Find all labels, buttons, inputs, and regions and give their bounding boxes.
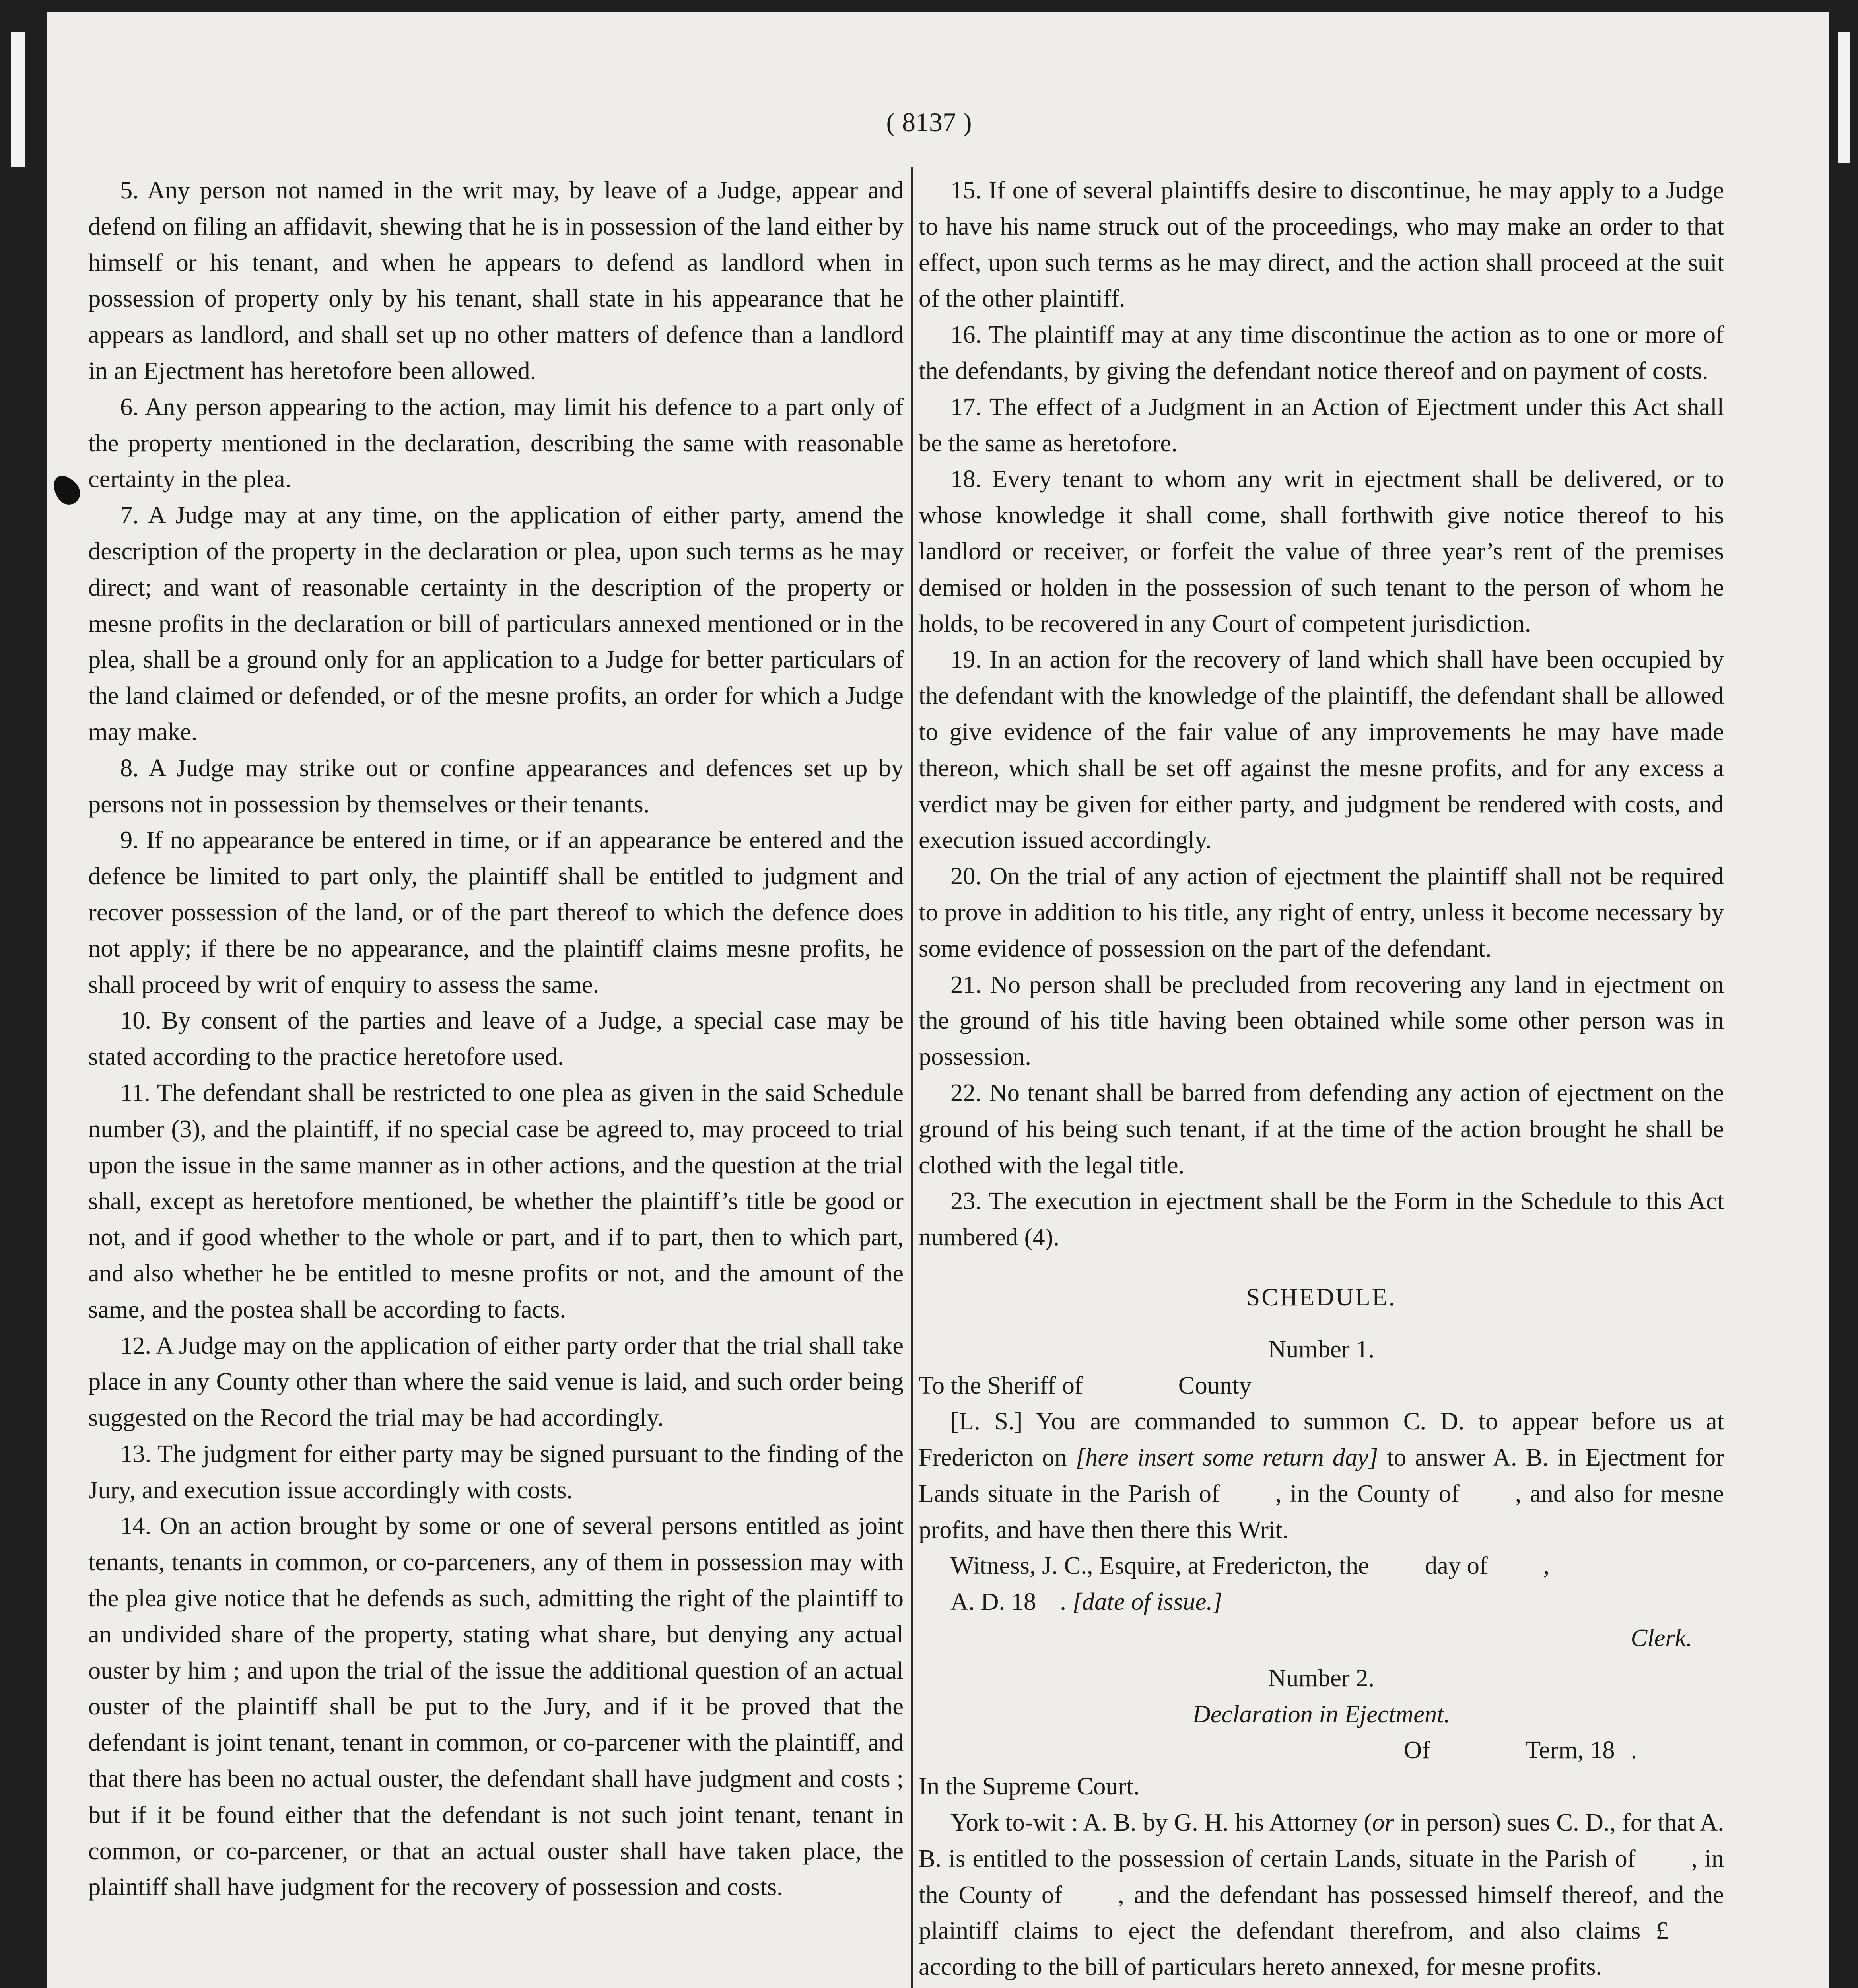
schedule-heading: SCHEDULE. — [1246, 1283, 1397, 1311]
section-7: 7. A Judge may at any time, on the application of either party, amend the description of the property in the declaration or plea, upon such terms as he may direct; and want of reasonable certainty in the description of the property or mesne profits in the declaration or bill of particulars annexed mentioned or in the plea, shall be a ground only for an application to a Judge for better particulars of the land claimed or defended, or of the mesne profits, an order for which a Judge may make. — [88, 501, 904, 746]
declaration-body-part-4: , and the defendant has possessed himself thereof, and the plaintiff claims to eject the defendant therefrom, and also claims £ — [919, 1880, 1724, 1945]
writ-addressee-county: County — [1178, 1371, 1252, 1399]
writ-date-year: A. D. 18 — [950, 1588, 1036, 1616]
declaration-body-part-1: York to-wit : A. B. by G. H. his Attorney ( — [950, 1808, 1372, 1837]
writ-witness-start: Witness, J. C., Esquire, at Fredericton, the — [950, 1551, 1369, 1580]
section-10: 10. By consent of the parties and leave of a Judge, a special case may be stated according to the practice heretofore used. — [88, 1006, 904, 1071]
left-column — [88, 172, 904, 1905]
plaintiff-attorney — [919, 1985, 1724, 1988]
right-column — [919, 172, 1724, 1988]
seal-mark: [L. S.] — [950, 1407, 1023, 1435]
section-17: 17. The effect of a Judgment in an Action of Ejectment under this Act shall be the same as heretofore. — [919, 392, 1724, 457]
declaration-body-part-3: , in the County of — [919, 1844, 1724, 1908]
number-2-heading: Number 2. — [1268, 1664, 1375, 1692]
writ-body-part-4: , and also for mesne profits, and have then there this Writ. — [919, 1479, 1724, 1543]
declaration-term — [919, 1732, 1724, 1768]
section-23: 23. The execution in ejectment shall be the Form in the Schedule to this Act numbered (4). — [919, 1187, 1724, 1251]
writ-date-note: [date of issue.] — [1072, 1588, 1222, 1616]
section-16: 16. The plaintiff may at any time discontinue the action as to one or more of the defendants, by giving the defendant notice thereof and on payment of costs. — [919, 320, 1724, 384]
section-20: 20. On the trial of any action of ejectment the plaintiff shall not be required to prove in addition to his title, any right of entry, unless it become necessary by some evidence of possession on the part of the defendant. — [919, 862, 1724, 962]
number-1-heading: Number 1. — [1268, 1335, 1375, 1363]
declaration-body-part-2: in person) sues C. D., for that A. B. is entitled to the possession of certain Lands, situate in the Parish of — [919, 1808, 1724, 1872]
writ-addressee-start: To the Sheriff of — [919, 1371, 1083, 1399]
scan-edge-mark-left — [11, 32, 25, 167]
writ-body — [919, 1403, 1724, 1547]
declaration-title: Declaration in Ejectment. — [1192, 1700, 1450, 1728]
term-period: . — [1631, 1736, 1637, 1764]
page-number: ( 8137 ) — [886, 107, 972, 137]
writ-date-period: . — [1060, 1588, 1066, 1616]
declaration-body-part-5: according to the bill of particulars hereto annexed, for mesne profits. — [919, 1953, 1602, 1981]
term-of: Of — [1404, 1736, 1430, 1764]
section-13: 13. The judgment for either party may be signed pursuant to the finding of the Jury, and execution issue accordingly with costs. — [88, 1439, 904, 1504]
writ-addressee — [919, 1367, 1724, 1404]
section-15: 15. If one of several plaintiffs desire to discontinue, he may apply to a Judge to have his name struck out of the proceedings, who may make an order to that effect, upon such terms as he may direct, and the action shall proceed at the suit of the other plaintiff. — [919, 176, 1724, 313]
declaration-or: or — [1372, 1808, 1394, 1837]
term-year: Term, 18 — [1525, 1736, 1615, 1764]
writ-return-day: [here insert some return day] — [1075, 1443, 1378, 1472]
section-6: 6. Any person appearing to the action, may limit his defence to a part only of the property mentioned in the declaration, describing the same with reasonable certainty in the plea. — [88, 392, 904, 493]
scan-edge-mark-right — [1838, 32, 1850, 163]
section-8: 8. A Judge may strike out or confine appearances and defences set up by persons not in possession by themselves or their tenants. — [88, 753, 904, 818]
writ-witness — [919, 1547, 1724, 1584]
section-12: 12. A Judge may on the application of either party order that the trial shall take place in any County other than where the said venue is laid, and such order being suggested on the Record the trial may be had accordingly. — [88, 1331, 904, 1432]
section-22: 22. No tenant shall be barred from defending any action of ejectment on the ground of his being such tenant, if at the time of the action brought he shall be clothed with the legal title. — [919, 1078, 1724, 1179]
section-21: 21. No person shall be precluded from recovering any land in ejectment on the ground of his title having been obtained while some other person was in possession. — [919, 970, 1724, 1071]
declaration-court: In the Supreme Court. — [919, 1772, 1140, 1800]
writ-body-part-3: , in the County of — [1275, 1479, 1460, 1507]
writ-body-part-2: to answer A. B. in Ejectment for Lands situate in the Parish of — [919, 1443, 1724, 1507]
writ-body-part-1: You are commanded to summon C. D. to appear before us at Fredericton on — [919, 1407, 1724, 1472]
writ-witness-day: day of — [1425, 1551, 1488, 1580]
section-19: 19. In an action for the recovery of land which shall have been occupied by the defendant with the knowledge of the plaintiff, the defendant shall be allowed to give evidence of the fair value of any improvements he may have made thereon, which shall be set off against the mesne profits, and for any excess a verdict may be given for either party, and judgment be rendered with costs, and execution issued accordingly. — [919, 645, 1724, 854]
writ-date — [919, 1584, 1724, 1620]
section-14: 14. On an action brought by some or one of several persons entitled as joint tenants, tenants in common, or co-parceners, any of them in possession may with the plea give notice that he defends as such, admitting the right of the plaintiff to an undivided share of the property, stating what share, but denying any actual ouster by him ; and upon the trial of the issue the additional question of an actual ouster of the plaintiff shall be put to the Jury, and if it be proved that the defendant is joint tenant, tenant in common, or co-parcener with the plaintiff, and that there has been no actual ouster, the defendant shall have judgment and costs ; but if it be found either that the defendant is not such joint tenant, tenant in common, or co-parcener, or that an actual ouster shall have taken place, the plaintiff shall have judgment for the recovery of possession and costs. — [88, 1512, 904, 1901]
writ-clerk: Clerk. — [1631, 1624, 1692, 1652]
declaration-body — [919, 1804, 1724, 1985]
column-divider — [911, 167, 913, 1988]
section-9: 9. If no appearance be entered in time, or if an appearance be entered and the defence be limited to part only, the plaintiff shall be entitled to judgment and recover possession of the land, or of the part thereof to which the defence does not apply; if there be no appearance, and the plaintiff claims mesne profits, he shall proceed by writ of enquiry to assess the same. — [88, 826, 904, 998]
writ-witness-comma: , — [1543, 1551, 1550, 1580]
section-5: 5. Any person not named in the writ may, by leave of a Judge, appear and defend on filing an affidavit, shewing that he is in possession of the land either by himself or his tenant, and when he appears to defend as landlord when in possession of property only by his tenant, shall state in his appearance that he appears as landlord, and shall set up no other matters of defence than a landlord in an Ejectment has heretofore been allowed. — [88, 176, 904, 384]
section-18: 18. Every tenant to whom any writ in ejectment shall be delivered, or to whose knowledge it shall come, shall forthwith give notice thereof to his landlord or receiver, or forfeit the value of three year’s rent of the premises demised or holden in the possession of such tenant to the person of whom he holds, to be recovered in any Court of competent jurisdiction. — [919, 465, 1724, 637]
section-11: 11. The defendant shall be restricted to one plea as given in the said Schedule number (3), and the plaintiff, if no special case be agreed to, may proceed to trial upon the issue in the same manner as in other actions, and the question at the trial shall, except as heretofore mentioned, be whether the plaintiff’s title be good or not, and if good whether to the whole or part, and if to part, then to which part, and also whether he be entitled to mesne profits or not, and the amount of the same, and the postea shall be according to facts. — [88, 1078, 904, 1323]
